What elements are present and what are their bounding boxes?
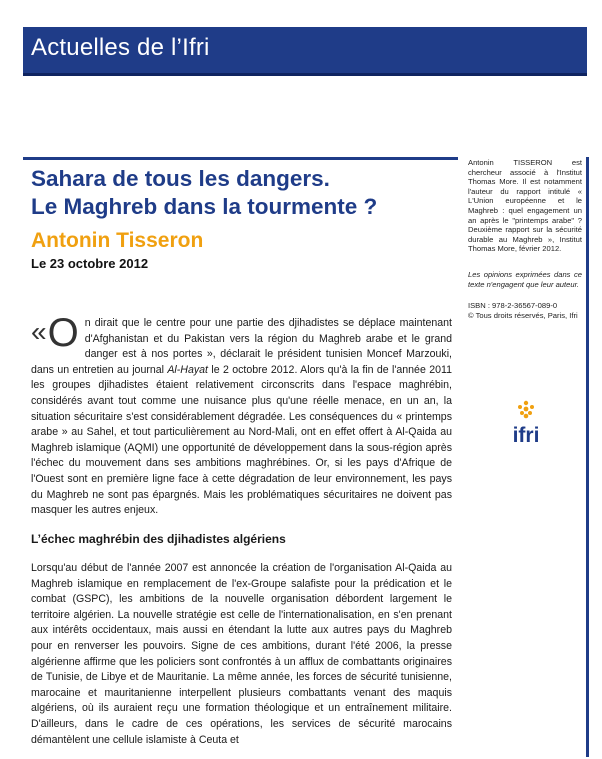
newspaper-name: Al-Hayat: [167, 363, 208, 376]
header-rule: [23, 157, 458, 160]
article-author: Antonin Tisseron: [31, 229, 204, 252]
article-title: [31, 165, 461, 221]
article-title-line-2: Le Maghreb dans la tourmente ?: [31, 194, 378, 219]
article-title-line-1: Sahara de tous les dangers.: [31, 166, 330, 191]
sidebar-rule: [586, 157, 589, 757]
section-heading: L’échec maghrébin des djihadistes algériens: [31, 532, 286, 546]
isbn: ISBN : 978-2-36567-089-0: [468, 301, 558, 311]
disclaimer: Les opinions exprimées dans ce texte n'engagent que leur auteur.: [468, 269, 582, 289]
article-date: Le 23 octobre 2012: [31, 256, 149, 271]
opening-quote-mark: «: [31, 316, 47, 347]
logo-wordmark: ifri: [512, 424, 540, 447]
author-bio: Antonin TISSERON est chercheur associé à l'Institut Thomas More. Il est notamment l'auteur du rapport intitulé « L'Union européenne et le Maghreb : quel engagement un an après le "printemps arabe" ? Deuxième rapport sur la sécurité durable au Maghreb », Institut Thomas More, février 2012.: [468, 158, 582, 254]
series-banner: [23, 27, 587, 76]
ifri-logo-icon: [504, 400, 548, 460]
sidebar: [468, 158, 582, 320]
series-title: Actuelles de l’Ifri: [31, 34, 210, 61]
section-paragraph: Lorsqu'au début de l'année 2007 est annoncée la création de l'organisation Al-Qaida au Maghreb islamique en remplacement de l'ex-Groupe salafiste pour la prédication et le combat (GSPC), les ambitions de la nouvelle organisation débordent largement le territoire algérien. La nouvelle stratégie est celle de l'internationalisation, en s'en prenant aux intérêts occidentaux, mais aussi en étendant la lutte aux autres pays du Maghreb pour en renverser les pouvoirs. Signe de ces ambitions, durant l'été 2006, la presse algérienne affirme que les policiers sont confrontés à un afflux de combattants originaires de Tunisie, de Libye et de Mauritanie. La même année, les forces de sécurité tunisienne, marocaine et mauritanienne interpellent plusieurs combattants venant des maquis algériens, où ils auraient reçu une formation théologique et un entraînement militaire. D'ailleurs, dans le cadre de ces opérations, les services de sécurité marocains démantèlent une cellule islamiste à Ceuta et: [31, 562, 452, 746]
intro-paragraph: [31, 311, 452, 519]
copyright: © Tous droits réservés, Paris, Ifri: [468, 310, 578, 320]
ifri-logo: [504, 400, 548, 460]
intro-text-end: le 2 octobre 2012. Alors qu'à la fin de l'année 2011 les groupes djihadistes étaient relativement circonscrits dans l'espace maghrébin, considérés avant tout comme une nuisance plus qu'une réelle menace, en un an, la situation sécuritaire s'est considérablement dégradée. Les conséquences du « printemps arabe » au Sahel, et tout particulièrement au Nord-Mali, ont en effet offert à Al-Qaida au Maghreb islamique (AQMI) une opportunité de développement dans la sous-région après l'échec du mouvement dans ses ambitions maghrébines. Or, si les pays d'Afrique de l'Ouest sont en première ligne face à cette dégradation de leur environnement, les pays du Maghreb ne sont pas épargnés. Mais les problématiques sécuritaires ne doivent pas masquer les autres enjeux.: [31, 363, 452, 517]
drop-cap: O: [47, 311, 79, 355]
intro-text-start: n dirait que le centre pour une partie des djihadistes se déplace maintenant d'Afghanistan et du Pakistan vers la région du Maghreb arabe et le grand danger est à nos portes », déclarait le président tunisien Moncef Marzouki, dans un entretien au journal: [31, 317, 452, 376]
